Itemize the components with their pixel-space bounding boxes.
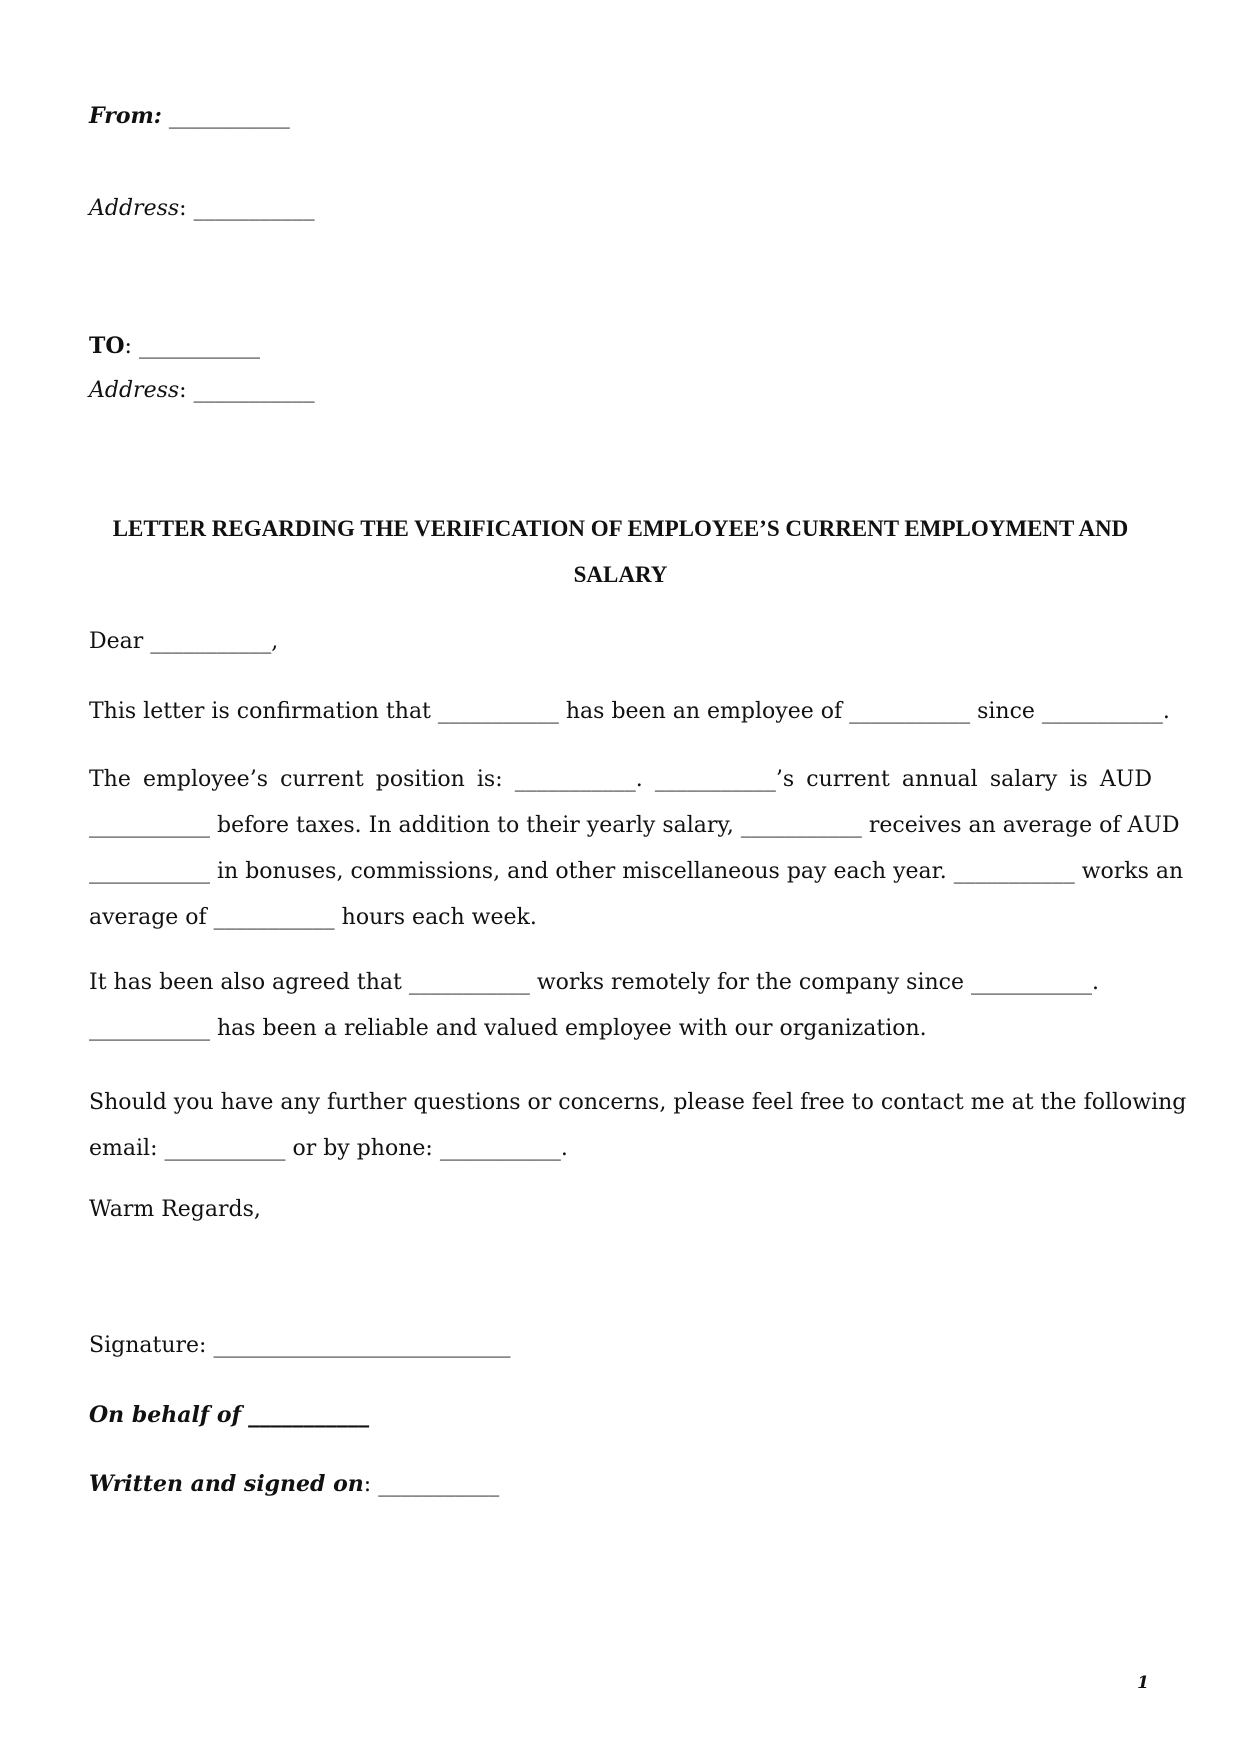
paragraph-line: average of ___________ hours each week. [89,905,537,930]
to-address-label: Address [89,378,180,403]
from-address-line [89,194,315,224]
to-blank: ___________ [138,334,260,359]
from-label: From: [89,103,162,129]
paragraph-line: Should you have any further questions or concerns, please feel free to contact me at the following [89,1090,1187,1115]
to-sep: : [124,334,132,359]
paragraph-contact [89,1080,1187,1172]
to-address-blank: ___________ [193,378,315,403]
to-label: TO [89,333,125,359]
paragraph-line: email: ___________ or by phone: ___________. [89,1136,568,1161]
from-address-label: Address [89,196,180,221]
letter-title-line-1: LETTER REGARDING THE VERIFICATION OF EMPLOYEE’S CURRENT EMPLOYMENT AND [112,516,1129,541]
from-address-blank: ___________ [193,196,315,221]
signed-on-sep: : [363,1472,372,1497]
to-address-line [89,376,315,406]
paragraph-line: ___________ in bonuses, commissions, and other miscellaneous pay each year. ___________ works an [89,859,1184,884]
letter-title-line-2: SALARY [573,562,668,587]
paragraph-line: ___________ has been a reliable and valued employee with our organization. [89,1016,927,1041]
page-number: 1 [1137,1673,1149,1693]
on-behalf-line [89,1400,369,1431]
signed-on-blank: ___________ [378,1472,500,1497]
from-address-sep: : [179,196,187,221]
closing: Warm Regards, [89,1197,261,1222]
paragraph-confirmation [89,689,1170,735]
paragraph-line: ___________ before taxes. In addition to their yearly salary, ___________ receives an average of AUD [89,813,1180,838]
salutation: Dear ___________, [89,629,279,654]
from-blank: ___________ [168,104,290,129]
signature-blank: ___________________________ [213,1333,511,1358]
to-line [89,331,260,362]
from-line [89,101,290,132]
paragraph-line: It has been also agreed that ___________ works remotely for the company since ___________. [89,970,1099,995]
signed-on-label: Written and signed on [89,1471,364,1497]
signature-line [89,1331,510,1361]
signature-label: Signature: [89,1333,207,1358]
to-address-sep: : [179,378,187,403]
on-behalf-blank: ___________ [248,1402,370,1428]
paragraph-line: The employee’s current position is: ___________. ___________’s current annual salary is AUD [89,767,1152,792]
on-behalf-label: On behalf of [89,1402,242,1428]
paragraph-remote-work [89,960,1152,1052]
paragraph-position-salary [89,757,1184,941]
signed-on-line [89,1469,499,1500]
paragraph-line: This letter is confirmation that ___________ has been an employee of ___________ since ___________. [89,699,1170,724]
